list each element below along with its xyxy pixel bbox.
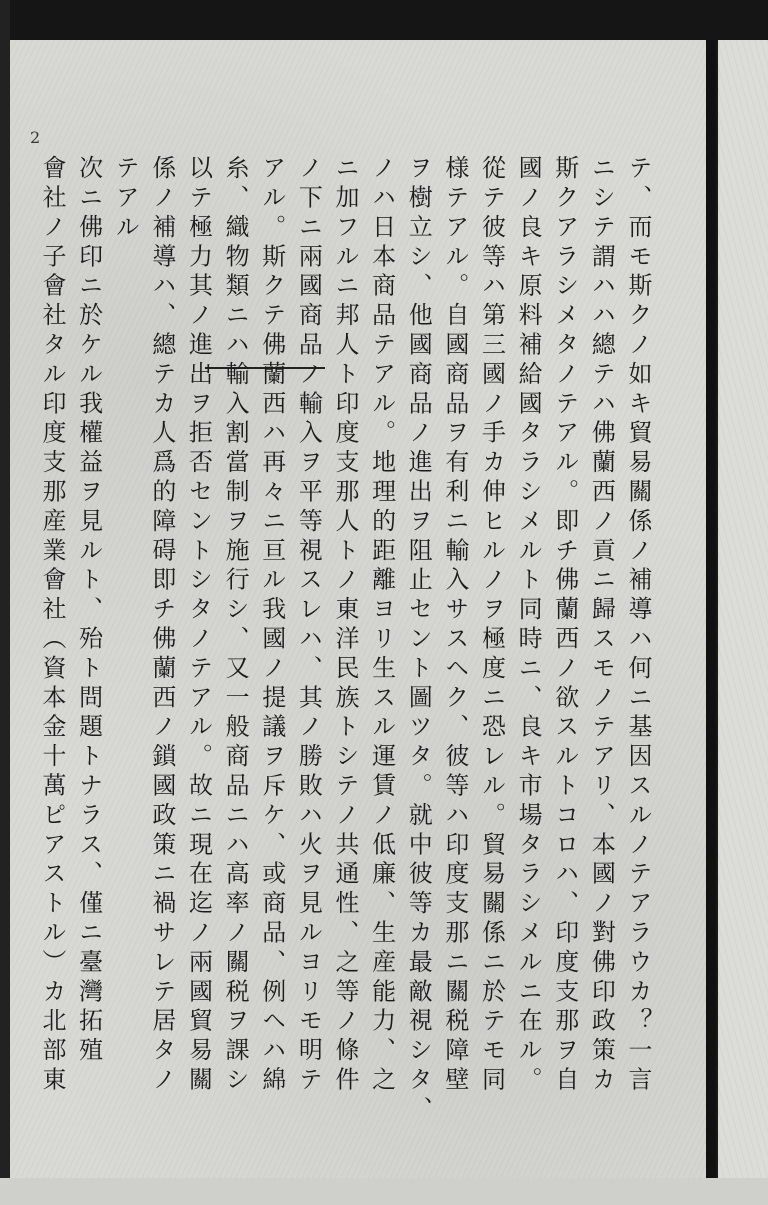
text-column: 會社ノ子會社タル印度支那産業會社（資本金十萬ピアストル）カ北部東 — [38, 155, 66, 1096]
scan-top-border — [0, 0, 768, 42]
text-column: ニシテ謂ハハ總テハ佛蘭西ノ貢ニ歸スモノテアリ、本國ノ對佛印政策カ — [587, 155, 616, 1096]
text-column: 糸、織物類ニハ輸入割當制ヲ施行シ、又一般商品ニハ高率ノ關税ヲ課シ — [221, 155, 250, 1096]
text-column: 從テ彼等ハ第三國ノ手カ伸ヒルノヲ極度ニ恐レル。貿易關係ニ於テモ同 — [477, 155, 506, 1096]
text-column: 係ノ補導ハ、總テカ人爲的障碍即チ佛蘭西ノ鎖國政策ニ禍サレテ居タノ — [147, 155, 176, 1096]
text-column: テアル — [111, 155, 140, 244]
margin-mark: 2 — [30, 128, 41, 147]
page-right-margin — [718, 40, 768, 1180]
text-column: ノハ日本商品テアル。地理的距離ヨリ生スル運賃ノ低廉、生産能力、之 — [367, 155, 396, 1096]
text-column: ノ下ニ兩國商品ノ輸入ヲ平等視スレハ、其ノ勝敗ハ火ヲ見ルヨリモ明テ — [294, 155, 323, 1096]
body-text — [35, 155, 655, 1155]
text-column: テ、而モ斯クノ如キ貿易關係ノ補導ハ何ニ基因スルノテアラウカ？一言 — [624, 155, 652, 1096]
scan-bottom-border — [0, 1178, 768, 1205]
text-column: アル。斯クテ佛蘭西ハ再々ニ亘ル我國ノ提議ヲ斥ケ、或商品、例ヘハ綿 — [257, 155, 286, 1096]
text-column: ヲ樹立シ、他國商品ノ進出ヲ阻止セント圖ツタ。就中彼等カ最敵視シタ、 — [404, 155, 433, 1126]
text-column: 以テ極力其ノ進出ヲ拒否セントシタノテアル。故ニ現在迄ノ兩國貿易關 — [184, 155, 213, 1096]
text-column: ニ加フルニ邦人ト印度支那人トノ東洋民族トシテノ共通性、之等ノ條件 — [331, 155, 359, 1096]
text-column: 様テアル。自國商品ヲ有利ニ輸入サスヘク、彼等ハ印度支那ニ關税障壁 — [440, 155, 469, 1096]
text-column: 次ニ佛印ニ於ケル我權益ヲ見ルト、殆ト問題トナラス、僅ニ臺灣拓殖 — [74, 155, 103, 1067]
scan-left-border — [0, 0, 10, 1205]
text-column: 斯クアラシメタノテアル。即チ佛蘭西ノ欲スルトコロハ、印度支那ヲ自 — [550, 155, 579, 1096]
page-fold-line — [706, 40, 716, 1180]
text-column: 國ノ良キ原料補給國タラシメルト同時ニ、良キ市場タラシメルニ在ル。 — [514, 155, 543, 1096]
